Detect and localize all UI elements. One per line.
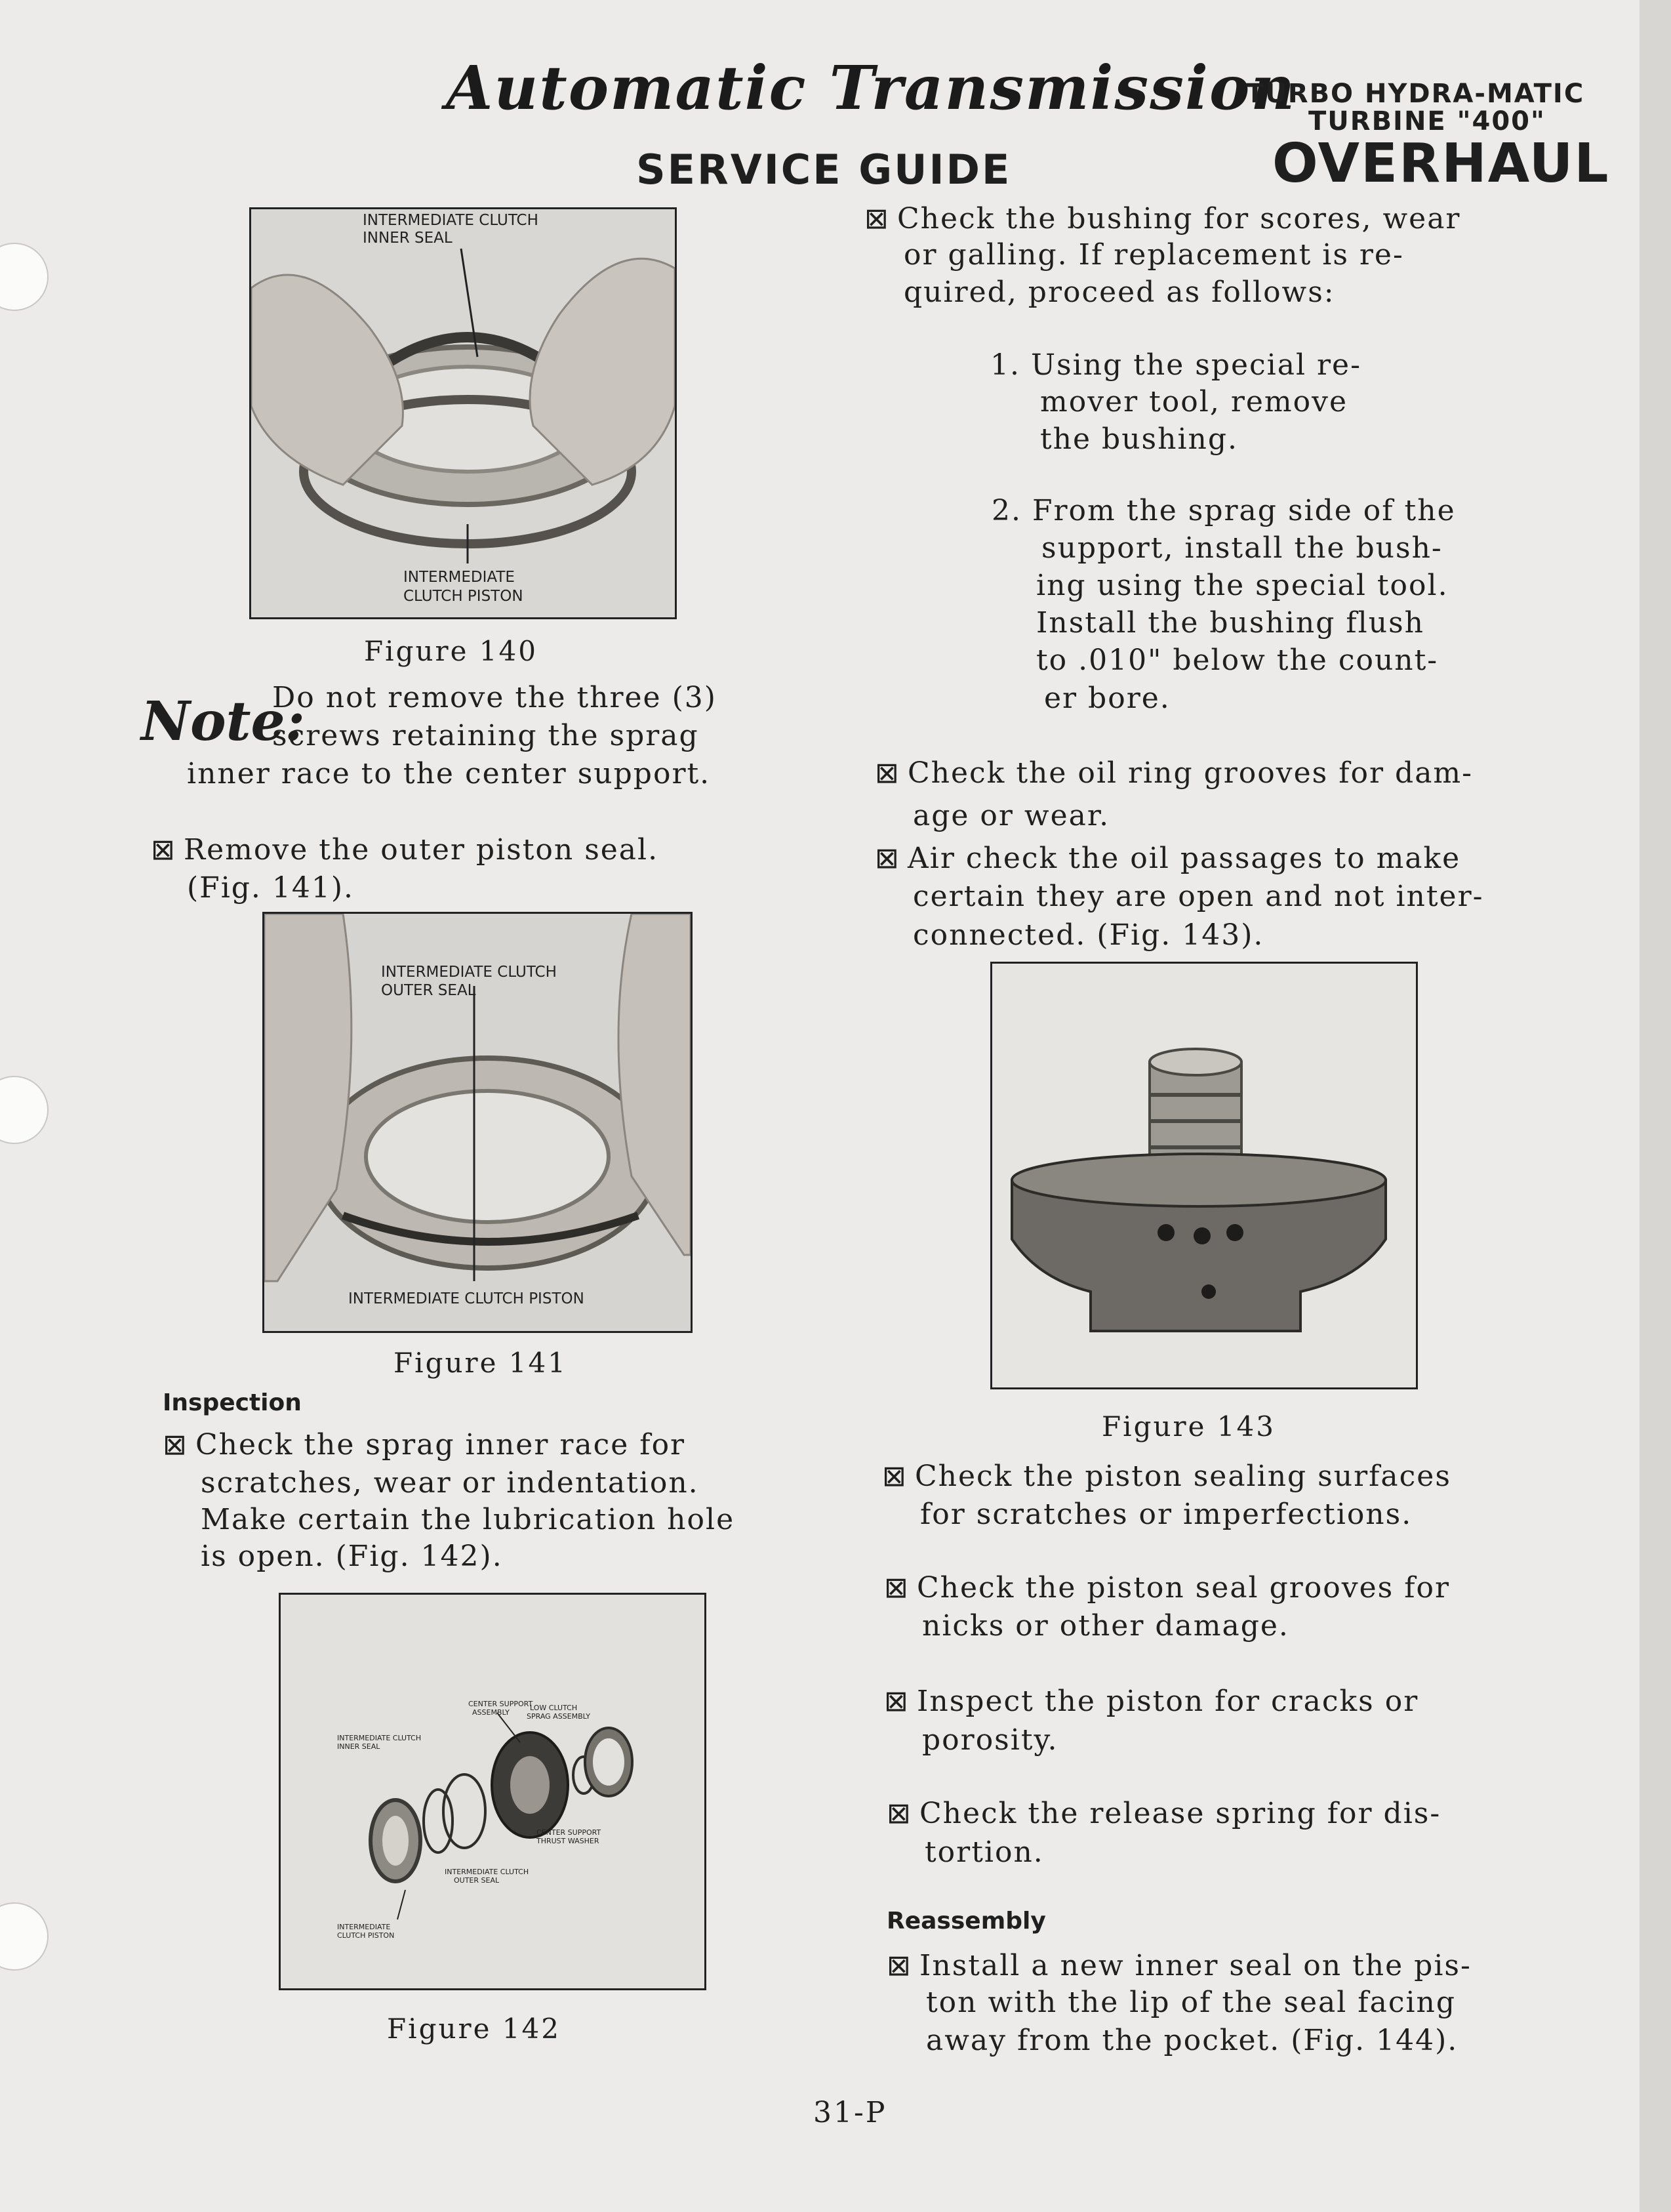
note-label: Note: — [141, 690, 305, 753]
oil-ring-item — [875, 754, 1473, 792]
figure-142-label-outer-seal-1: INTERMEDIATE CLUTCH — [445, 1868, 529, 1876]
header-subtitle: SERVICE GUIDE — [636, 146, 1012, 194]
header-right-line1: TURBO HYDRA-MATIC — [1246, 79, 1585, 109]
binder-hole — [0, 243, 49, 311]
page-number: 31-P — [813, 2096, 887, 2129]
seal-grooves-text-2: nicks or other damage. — [922, 1609, 1289, 1643]
bushing-text-2: or galling. If replacement is re- — [904, 238, 1404, 272]
binder-hole — [0, 1076, 49, 1144]
reassembly-text-1: Install a new inner seal on the pis- — [919, 1949, 1472, 1982]
figure-142-caption: Figure 142 — [387, 2013, 561, 2045]
figure-141-caption: Figure 141 — [393, 1347, 567, 1379]
cracks-item — [884, 1683, 1419, 1721]
piston-surfaces-item — [882, 1458, 1451, 1496]
checkbox-icon: ⊠ — [163, 1428, 188, 1462]
figure-142-label-center-support-2: ASSEMBLY — [472, 1708, 510, 1717]
spring-text-2: tortion. — [925, 1835, 1044, 1869]
page-edge — [1640, 0, 1671, 2212]
figure-142-label-inner-seal-2: INNER SEAL — [337, 1742, 380, 1751]
bushing-text-3: quired, proceed as follows: — [904, 276, 1335, 309]
reassembly-heading: Reassembly — [887, 1908, 1046, 1935]
inspection-text-3: Make certain the lubrication hole — [201, 1503, 735, 1536]
checkbox-icon: ⊠ — [864, 202, 890, 236]
checkbox-icon: ⊠ — [882, 1460, 908, 1493]
air-check-text-2: certain they are open and not inter- — [913, 880, 1484, 913]
reassembly-text-2: ton with the lip of the seal facing — [926, 1986, 1457, 2019]
remove-seal-text-2: (Fig. 141). — [187, 871, 355, 905]
note-line-3: inner race to the center support. — [187, 757, 711, 790]
figure-142-label-piston-2: CLUTCH PISTON — [337, 1931, 395, 1940]
seal-grooves-text-1: Check the piston seal grooves for — [917, 1571, 1451, 1605]
inspection-text-2: scratches, wear or indentation. — [201, 1466, 699, 1500]
figure-140-photo — [249, 207, 677, 619]
note-line-1: Do not remove the three (3) — [272, 681, 717, 714]
figure-141-label-bottom: INTERMEDIATE CLUTCH PISTON — [348, 1290, 584, 1307]
figure-142-photo — [279, 1593, 706, 1990]
air-check-text-1: Air check the oil passages to make — [908, 842, 1461, 875]
figure-140-caption: Figure 140 — [364, 635, 538, 667]
header-right-line2: TURBINE "400" — [1308, 106, 1546, 136]
figure-142-label-outer-seal-2: OUTER SEAL — [454, 1876, 500, 1885]
step2-text-3: ing using the special tool. — [1036, 569, 1449, 602]
reassembly-text-3: away from the pocket. (Fig. 144). — [926, 2024, 1459, 2057]
header-overhaul: OVERHAUL — [1272, 133, 1610, 195]
checkbox-icon: ⊠ — [887, 1949, 912, 1982]
figure-143-caption: Figure 143 — [1102, 1410, 1276, 1443]
step2-text-1: 2. From the sprag side of the — [992, 494, 1456, 527]
inspection-item — [163, 1426, 685, 1464]
oil-ring-text-2: age or wear. — [913, 799, 1110, 832]
piston-surfaces-text-1: Check the piston sealing surfaces — [915, 1460, 1451, 1493]
reassembly-item — [887, 1947, 1472, 1985]
figure-140-label-bottom-2: CLUTCH PISTON — [403, 588, 523, 605]
step1-text-3: the bushing. — [1040, 422, 1239, 456]
checkbox-icon: ⊠ — [884, 1685, 910, 1718]
note-line-2: screws retaining the sprag — [272, 719, 699, 752]
checkbox-icon: ⊠ — [884, 1571, 910, 1605]
step1-text-1: 1. Using the special re- — [990, 348, 1361, 382]
bushing-item — [864, 200, 1460, 238]
oil-ring-text-1: Check the oil ring grooves for dam- — [908, 756, 1474, 790]
remove-seal-text-1: Remove the outer piston seal. — [184, 833, 659, 867]
figure-142-label-thrust-2: THRUST WASHER — [536, 1837, 599, 1845]
air-check-item — [875, 840, 1460, 878]
figure-140-label-top-1: INTERMEDIATE CLUTCH — [363, 212, 538, 229]
figure-143-illustration — [992, 964, 1416, 1387]
figure-142-label-center-support-1: CENTER SUPPORT — [468, 1700, 533, 1708]
inspection-text-4: is open. (Fig. 142). — [201, 1540, 503, 1573]
figure-142-label-low-clutch-1: LOW CLUTCH — [530, 1704, 578, 1712]
checkbox-icon: ⊠ — [875, 842, 900, 875]
binder-hole — [0, 1902, 49, 1971]
step2-text-5: to .010" below the count- — [1036, 644, 1439, 677]
figure-142-label-inner-seal-1: INTERMEDIATE CLUTCH — [337, 1734, 422, 1742]
step2-text-4: Install the bushing flush — [1036, 606, 1424, 640]
figure-141-label-top-1: INTERMEDIATE CLUTCH — [381, 964, 557, 981]
figure-140-label-bottom-1: INTERMEDIATE — [403, 569, 515, 586]
spring-item — [887, 1795, 1441, 1833]
figure-143-photo — [990, 962, 1418, 1389]
checkbox-icon: ⊠ — [887, 1797, 912, 1830]
inspection-heading: Inspection — [163, 1389, 302, 1416]
figure-141-label-top-2: OUTER SEAL — [381, 982, 476, 999]
cracks-text-1: Inspect the piston for cracks or — [917, 1685, 1419, 1718]
spring-text-1: Check the release spring for dis- — [919, 1797, 1441, 1830]
bushing-text-1: Check the bushing for scores, wear — [897, 202, 1461, 236]
figure-140-illustration — [251, 209, 675, 617]
figure-141-photo — [262, 912, 693, 1333]
checkbox-icon: ⊠ — [151, 833, 176, 867]
piston-surfaces-text-2: for scratches or imperfections. — [920, 1498, 1413, 1531]
figure-142-label-thrust-1: CENTER SUPPORT — [536, 1828, 601, 1837]
seal-grooves-item — [884, 1569, 1450, 1607]
figure-142-label-piston-1: INTERMEDIATE — [337, 1923, 391, 1931]
step1-text-2: mover tool, remove — [1040, 385, 1348, 419]
cracks-text-2: porosity. — [922, 1723, 1058, 1757]
air-check-text-3: connected. (Fig. 143). — [913, 918, 1264, 952]
step2-text-2: support, install the bush- — [1041, 531, 1443, 565]
remove-seal-item — [151, 831, 658, 869]
header-script-title: Automatic Transmission — [446, 52, 1297, 123]
figure-140-label-top-2: INNER SEAL — [363, 230, 453, 247]
step2-text-6: er bore. — [1044, 682, 1171, 715]
figure-142-label-low-clutch-2: SPRAG ASSEMBLY — [527, 1712, 591, 1721]
inspection-text-1: Check the sprag inner race for — [195, 1428, 686, 1462]
checkbox-icon: ⊠ — [875, 756, 900, 790]
